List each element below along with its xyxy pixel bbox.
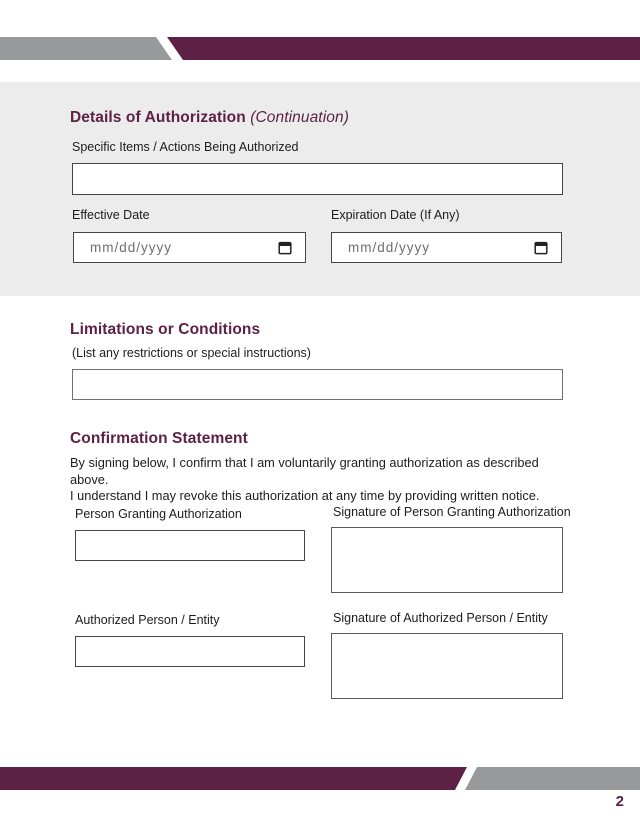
specific-items-label: Specific Items / Actions Being Authorized	[72, 140, 299, 154]
footer-bar-gray	[465, 767, 640, 790]
effective-date-input[interactable]	[73, 232, 306, 263]
authorized-signature-box[interactable]	[331, 633, 563, 699]
calendar-icon[interactable]	[534, 240, 548, 255]
grantor-name-label: Person Granting Authorization	[75, 507, 242, 521]
grantor-name-input[interactable]	[75, 530, 305, 561]
calendar-icon[interactable]	[278, 240, 292, 255]
details-title-text: Details of Authorization	[70, 109, 246, 126]
expiration-date-placeholder: mm/dd/yyyy	[348, 240, 431, 255]
expiration-date-label: Expiration Date (If Any)	[331, 208, 460, 222]
grantor-signature-label: Signature of Person Granting Authorization	[333, 505, 571, 519]
specific-items-input[interactable]	[72, 163, 563, 195]
limitations-hint-label: (List any restrictions or special instructions)	[72, 346, 311, 360]
header-bar-gray	[0, 37, 172, 60]
details-title-continuation: (Continuation)	[250, 109, 349, 126]
grantor-signature-box[interactable]	[331, 527, 563, 593]
confirmation-body-line2: I understand I may revoke this authorization at any time by providing written notice.	[70, 488, 540, 503]
limitations-input[interactable]	[72, 369, 563, 400]
authorized-signature-label: Signature of Authorized Person / Entity	[333, 611, 548, 625]
expiration-date-input[interactable]	[331, 232, 562, 263]
limitations-section-title: Limitations or Conditions	[70, 321, 261, 338]
authorized-entity-input[interactable]	[75, 636, 305, 667]
confirmation-body	[70, 455, 580, 505]
header-bar-maroon	[167, 37, 640, 60]
confirmation-section-title: Confirmation Statement	[70, 430, 248, 447]
footer-bar-maroon	[0, 767, 467, 790]
effective-date-label: Effective Date	[72, 208, 150, 222]
page-number: 2	[615, 793, 624, 810]
confirmation-body-line1: By signing below, I confirm that I am voluntarily granting authorization as described above.	[70, 455, 539, 487]
effective-date-placeholder: mm/dd/yyyy	[90, 240, 173, 255]
authorized-entity-label: Authorized Person / Entity	[75, 613, 220, 627]
details-section-title	[70, 109, 349, 127]
